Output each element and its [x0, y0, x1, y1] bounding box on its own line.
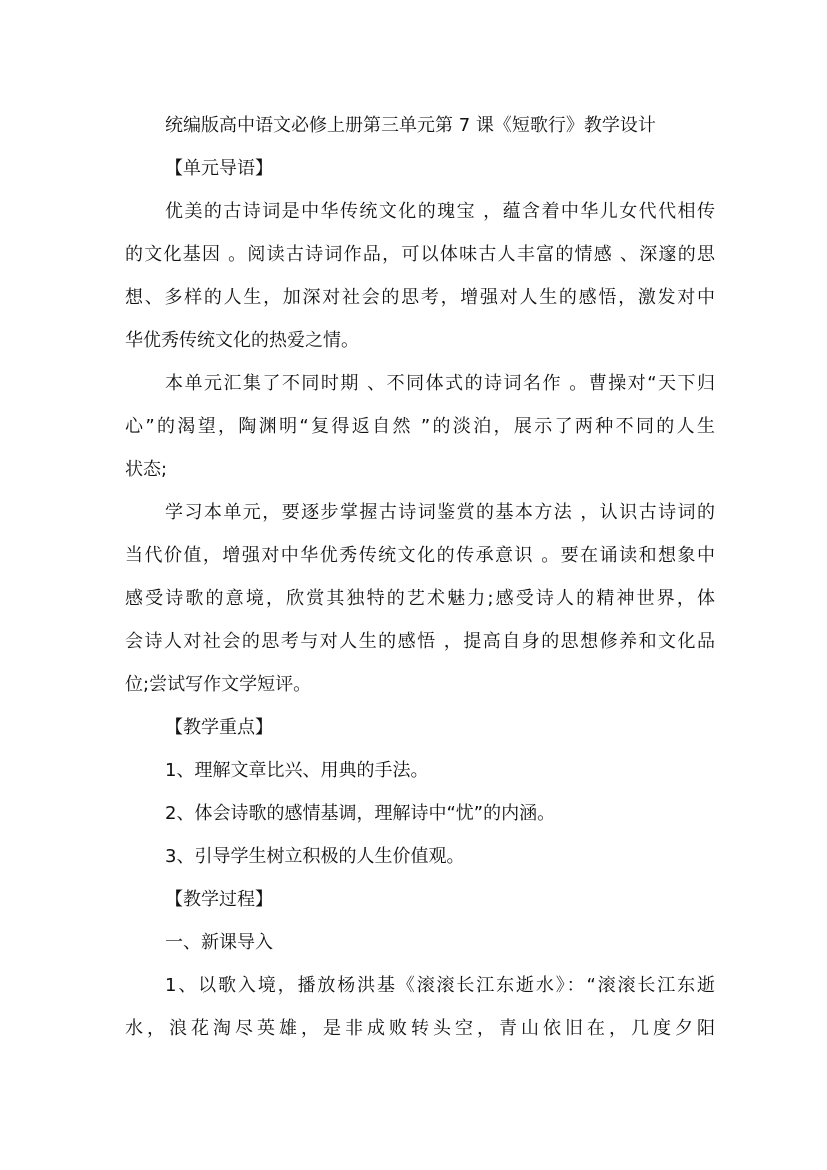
process-section-1: 一、新课导入: [165, 932, 273, 953]
key-points-heading: 【教学重点】: [165, 717, 273, 738]
key-point-item-2: 2、体会诗歌的感情基调，理解诗中“忧”的内涵。: [165, 803, 556, 824]
unit-intro-p1-line-2: 的文化基因 。阅读古诗词作品，可以体味古人丰富的情感 、深邃的思: [125, 244, 715, 265]
unit-intro-p2-line-2: 心”的渴望，陶渊明“复得返自然 ”的淡泊，展示了两种不同的人生: [125, 416, 715, 437]
unit-intro-p2-line-3: 状态;: [125, 459, 168, 480]
document-title: 统编版高中语文必修上册第三单元第 7 课《短歌行》教学设计: [165, 115, 656, 136]
unit-intro-p2-line-1: 本单元汇集了不同时期 、不同体式的诗词名作 。曹操对“天下归: [165, 373, 715, 394]
process-heading: 【教学过程】: [165, 889, 273, 910]
key-point-item-3: 3、引导学生树立积极的人生价值观。: [165, 846, 465, 867]
process-item-1-line-2: 水，浪花淘尽英雄，是非成败转头空，青山依旧在，几度夕阳: [125, 1018, 715, 1039]
unit-intro-p3-line-5: 位;尝试写作文学短评。: [125, 674, 312, 695]
unit-intro-p3-line-3: 感受诗歌的意境，欣赏其独特的艺术魅力;感受诗人的精神世界，体: [125, 588, 715, 609]
unit-intro-p3-line-2: 当代价值，增强对中华优秀传统文化的传承意识 。要在诵读和想象中: [125, 545, 715, 566]
unit-intro-p1-line-3: 想、多样的人生，加深对社会的思考，增强对人生的感悟，激发对中: [125, 287, 715, 308]
key-point-item-1: 1、理解文章比兴、用典的手法。: [165, 760, 429, 781]
unit-intro-p3-line-1: 学习本单元，要逐步掌握古诗词鉴赏的基本方法 ，认识古诗词的: [165, 502, 715, 523]
unit-intro-heading: 【单元导语】: [165, 158, 273, 179]
process-item-1-line-1: 1、以歌入境，播放杨洪基《滚滚长江东逝水》：“滚滚长江东逝: [165, 975, 715, 996]
unit-intro-p1-line-4: 华优秀传统文化的热爱之情。: [125, 330, 359, 351]
unit-intro-p1-line-1: 优美的古诗词是中华传统文化的瑰宝 ，蕴含着中华儿女代代相传: [165, 201, 715, 222]
unit-intro-p3-line-4: 会诗人对社会的思考与对人生的感悟 ，提高自身的思想修养和文化品: [125, 631, 715, 652]
